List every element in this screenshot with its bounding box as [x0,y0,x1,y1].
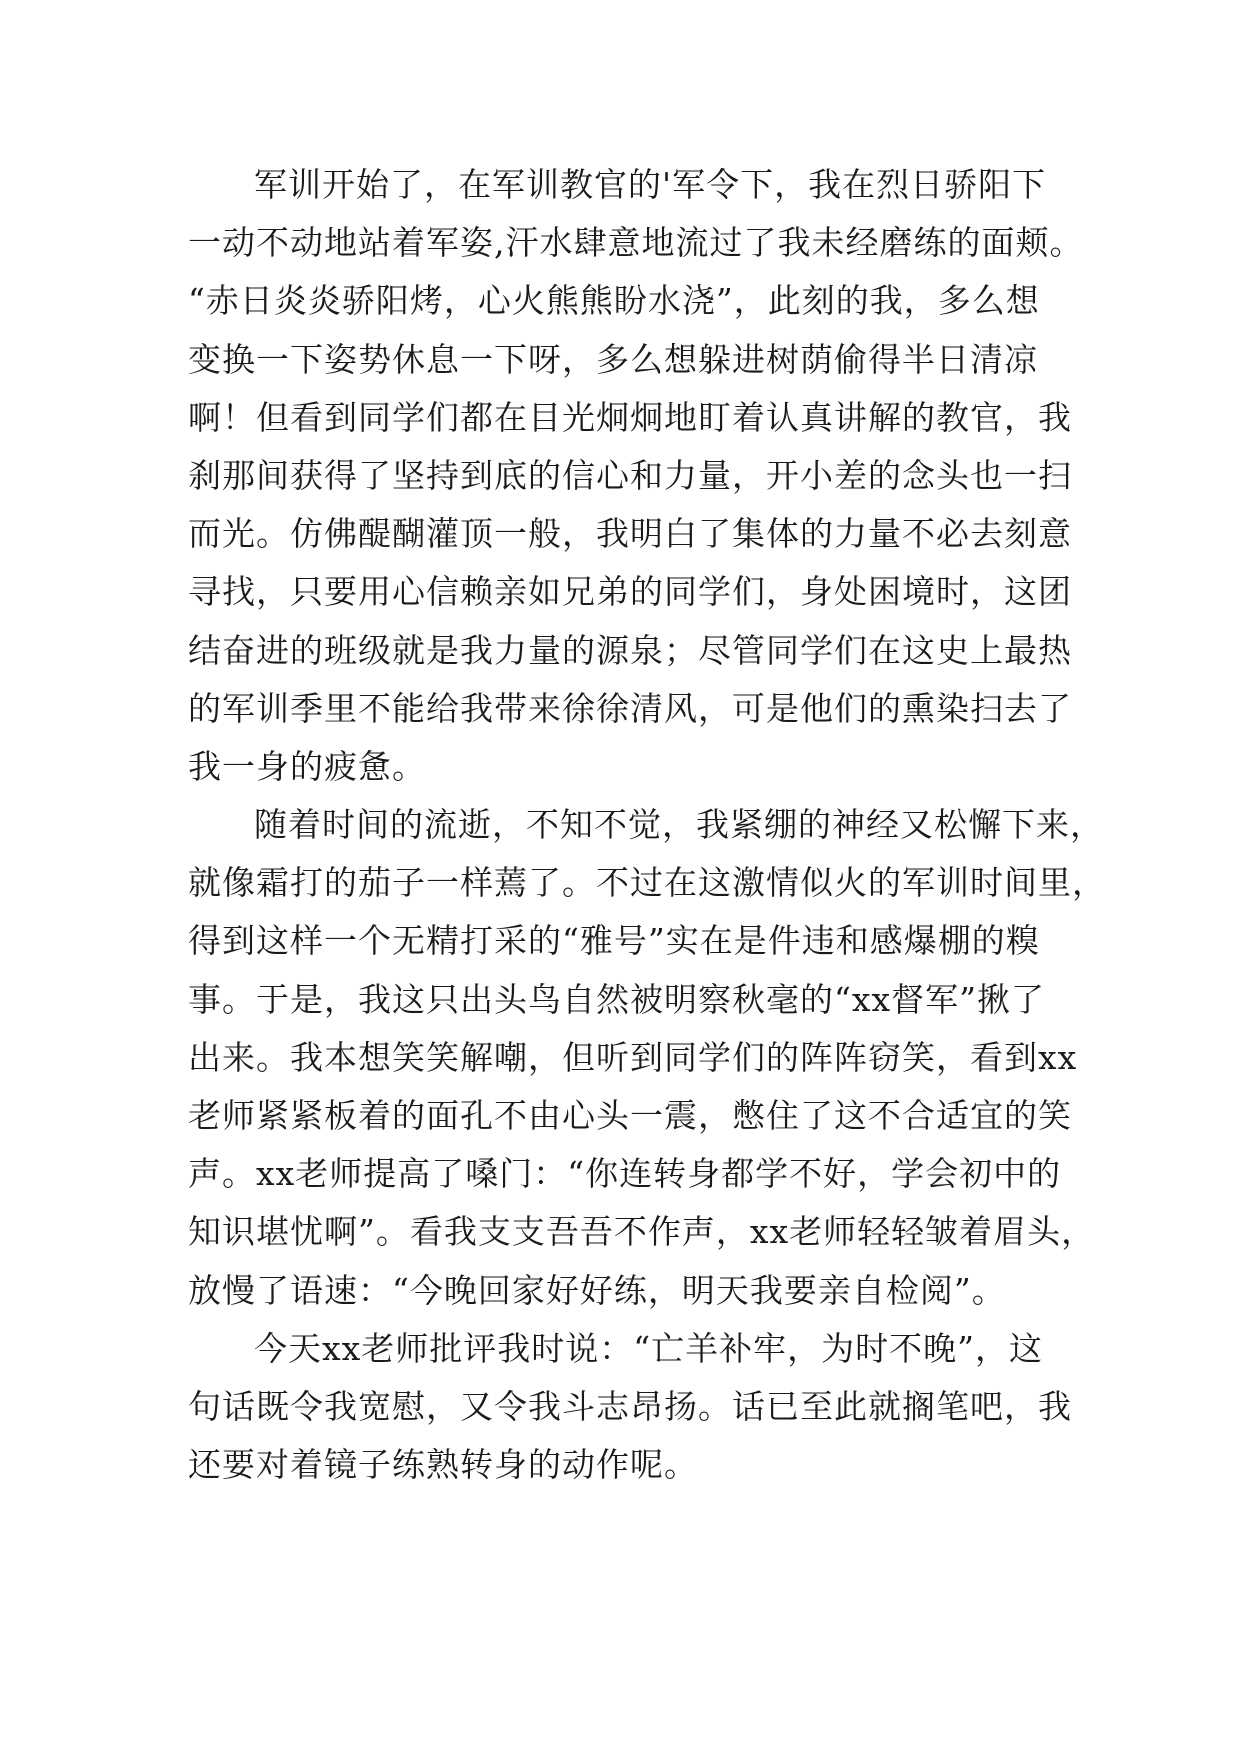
paragraph-1-line-2: 一动不动地站着军姿,汗水肆意地流过了我未经磨练的面颊。 [188,223,1084,263]
paragraph-2-line-3: 得到这样一个无精打采的“雅号”实在是件违和感爆棚的糗 [188,921,1040,961]
paragraph-1-line-4: 变换一下姿势休息一下呀，多么想躲进树荫偷得半日清凉 [188,339,1038,379]
paragraph-2-line-7: 声。xx老师提高了嗓门：“你连转身都学不好，学会初中的 [188,1154,1062,1194]
paragraph-3-line-2: 句话既令我宽慰，又令我斗志昂扬。话已至此就搁笔吧，我 [188,1386,1072,1426]
paragraph-1-line-10: 的军训季里不能给我带来徐徐清风，可是他们的熏染扫去了 [188,688,1072,728]
paragraph-2-line-5: 出来。我本想笑笑解嘲，但听到同学们的阵阵窃笑，看到xx [188,1037,1078,1077]
document-body [188,156,1106,1494]
paragraph-1-line-11: 我一身的疲惫。 [188,746,426,786]
paragraph-2-line-2: 就像霜打的茄子一样蔫了。不过在这激情似火的军训时间里， [188,863,1106,903]
paragraph-1-line-6: 刹那间获得了坚持到底的信心和力量，开小差的念头也一扫 [188,455,1072,495]
paragraph-2-line-1: 随着时间的流逝，不知不觉，我紧绷的神经又松懈下来， [254,805,1104,845]
paragraph-1-line-7: 而光。仿佛醍醐灌顶一般，我明白了集体的力量不必去刻意 [188,514,1072,554]
paragraph-3-line-1: 今天xx老师批评我时说：“亡羊补牢，为时不晚”，这 [254,1328,1043,1368]
paragraph-2-line-9: 放慢了语速：“今晚回家好好练，明天我要亲自检阅”。 [188,1270,1006,1310]
paragraph-2-line-8: 知识堪忧啊”。看我支支吾吾不作声，xx老师轻轻皱着眉头， [188,1212,1096,1252]
paragraph-2-line-4: 事。于是，我这只出头鸟自然被明察秋毫的“xx督军”揪了 [188,979,1045,1019]
paragraph-1-line-1: 军训开始了，在军训教官的'军令下，我在烈日骄阳下 [254,165,1047,204]
paragraph-1-line-5: 啊！但看到同学们都在目光炯炯地盯着认真讲解的教官，我 [188,397,1072,437]
paragraph-1-line-8: 寻找，只要用心信赖亲如兄弟的同学们，身处困境时，这团 [188,572,1072,612]
paragraph-2-line-6: 老师紧紧板着的面孔不由心头一震，憋住了这不合适宜的笑 [188,1096,1072,1135]
paragraph-1-line-9: 结奋进的班级就是我力量的源泉；尽管同学们在这史上最热 [188,630,1072,670]
paragraph-1-line-3: “赤日炎炎骄阳烤，心火熊熊盼水浇”，此刻的我，多么想 [188,281,1040,321]
paragraph-3-line-3: 还要对着镜子练熟转身的动作呢。 [188,1445,698,1485]
